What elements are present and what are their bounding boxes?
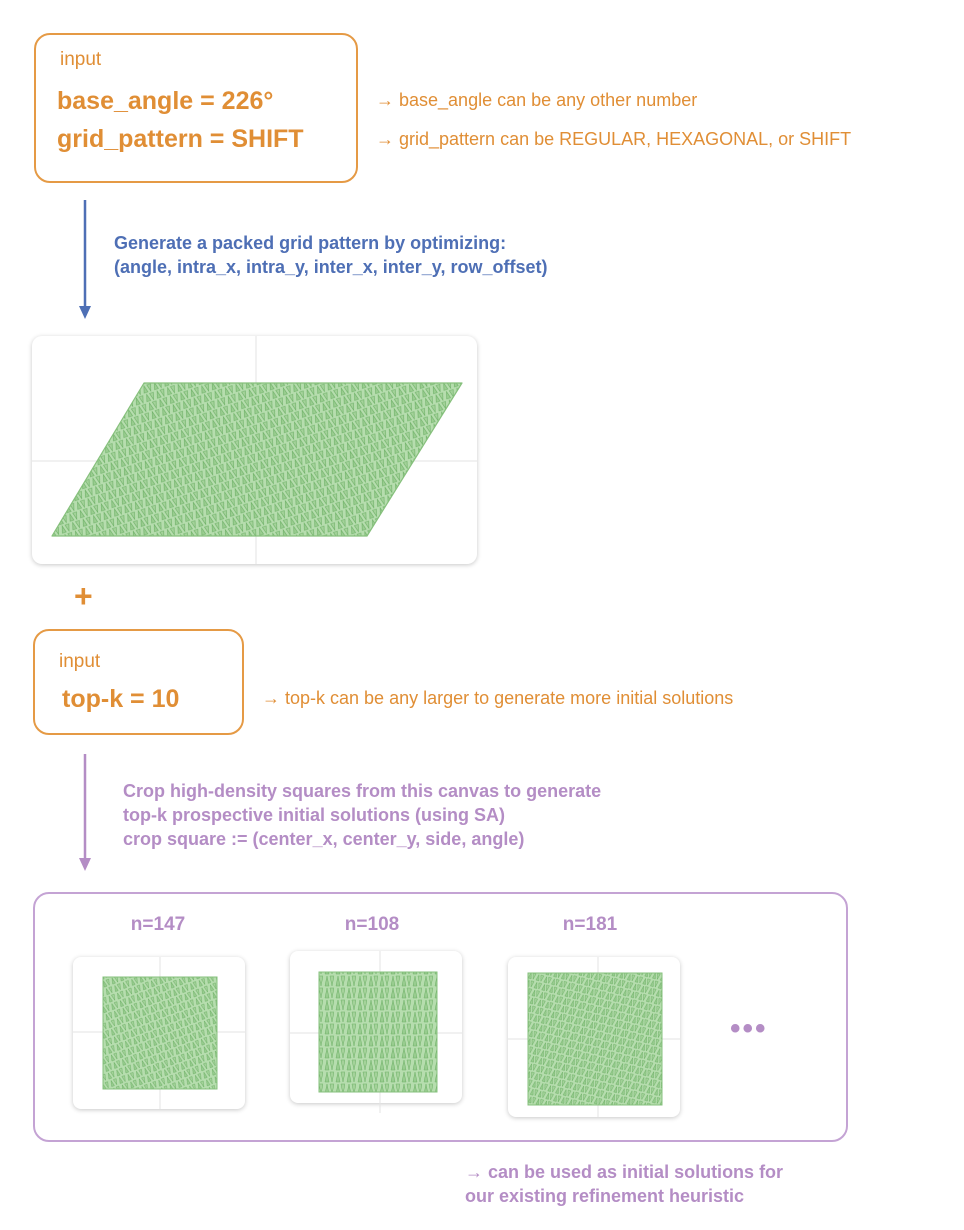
down-arrow-purple: [76, 752, 96, 876]
down-arrow-blue: [76, 198, 96, 322]
footer-line2: our existing refinement heuristic: [465, 1186, 745, 1206]
packed-grid-canvas: [32, 336, 477, 564]
step1-line1: Generate a packed grid pattern by optimizing:: [114, 233, 507, 253]
more-ellipsis: •••: [730, 1012, 768, 1045]
input-box-topk: [33, 629, 244, 735]
solution-card: [73, 957, 245, 1109]
grid-pattern-value: grid_pattern = SHIFT: [57, 125, 304, 153]
input-box-parameters: [34, 33, 358, 183]
solution-label: n=147: [130, 914, 186, 935]
grid-pattern-note: → grid_pattern can be REGULAR, HEXAGONAL, or SHIFT: [376, 129, 852, 149]
input-label: input: [59, 651, 101, 672]
solution-label: n=181: [562, 914, 618, 935]
solution-card: [290, 951, 462, 1103]
solution-square: [319, 972, 437, 1092]
step1-line2: (angle, intra_x, intra_y, inter_x, inter_y, row_offset): [114, 257, 548, 277]
solution-square: [528, 973, 662, 1105]
step2-line2: top-k prospective initial solutions (using SA): [123, 805, 506, 825]
footer-line1: → can be used as initial solutions for: [465, 1162, 784, 1182]
packed-grid-plot: [32, 336, 477, 564]
base-angle-note: → base_angle can be any other number: [376, 90, 698, 110]
solution-label: n=108: [344, 914, 400, 935]
solution-square: [103, 977, 217, 1089]
solution-card: [508, 957, 680, 1117]
input-label: input: [60, 49, 102, 70]
step2-line3: crop square := (center_x, center_y, side, angle): [123, 829, 525, 849]
plus-sign: +: [74, 578, 93, 614]
base-angle-value: base_angle = 226°: [57, 87, 274, 115]
topk-note: → top-k can be any larger to generate more initial solutions: [262, 688, 734, 708]
step2-line1: Crop high-density squares from this canvas to generate: [123, 781, 602, 801]
topk-value: top-k = 10: [62, 685, 180, 713]
packed-parallelogram: [52, 383, 462, 536]
